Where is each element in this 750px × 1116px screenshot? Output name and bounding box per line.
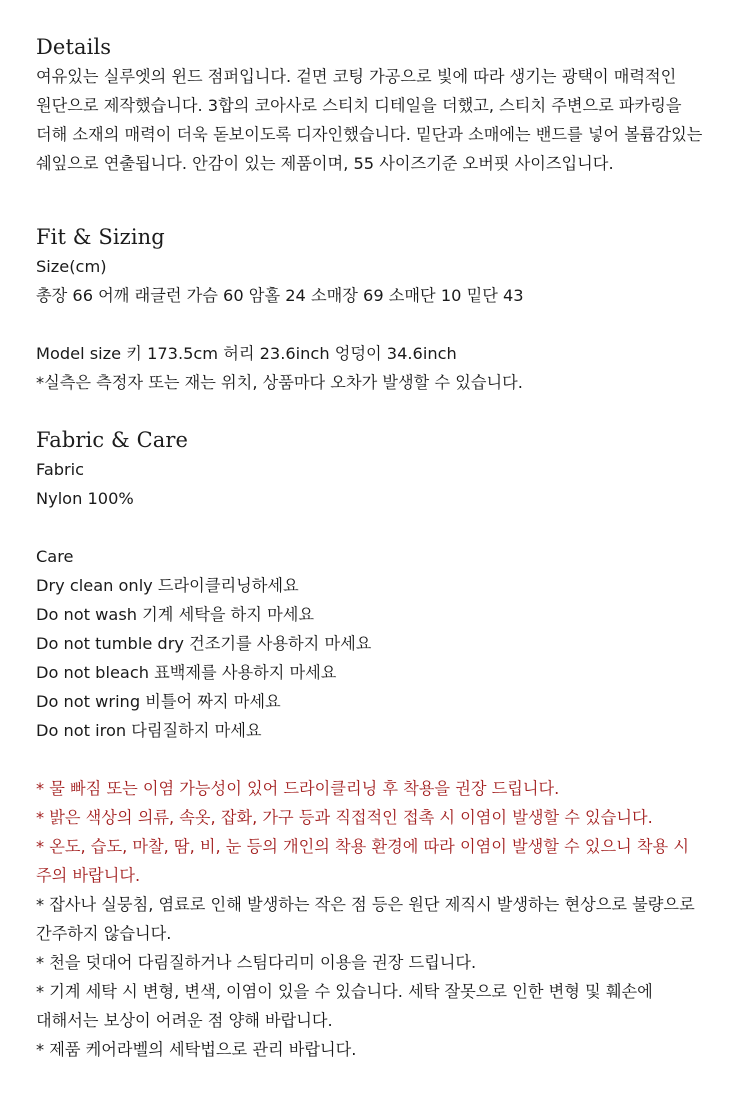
care-instruction: Do not tumble dry 건조기를 사용하지 마세요 xyxy=(36,634,372,653)
care-label: Care xyxy=(36,547,74,566)
details-heading: Details xyxy=(36,35,112,59)
warning-notice: * 물 빠짐 또는 이염 가능성이 있어 드라이클리닝 후 착용을 권장 드립니다. xyxy=(36,779,560,798)
care-instruction: Do not wring 비틀어 짜지 마세요 xyxy=(36,692,281,711)
product-detail-document xyxy=(36,30,726,1064)
notices-section xyxy=(36,774,712,1064)
fabric-care-heading: Fabric & Care xyxy=(36,428,189,452)
details-description: 여유있는 실루엣의 윈드 점퍼입니다. 겉면 코팅 가공으로 빛에 따라 생기는 광택이 매력적인 원단으로 제작했습니다. 3합의 코아사로 스티치 디테일을 더했고, 스티치 주변으로 파카링을 더해 소재의 매력이 더욱 돋보이도록 디자인했습니다. 밑단과 소매에는 밴드를 넣어 볼륨감있는 쉐잎으로 연출됩니다. 안감이 있는 제품이며, 55 사이즈기준 오버핏 사이즈입니다. xyxy=(36,67,703,173)
care-instruction: Do not wash 기계 세탁을 하지 마세요 xyxy=(36,605,314,624)
fit-sizing-heading: Fit & Sizing xyxy=(36,225,165,249)
care-notice: * 기계 세탁 시 변형, 변색, 이염이 있을 수 있습니다. 세탁 잘못으로 인한 변형 및 훼손에 대해서는 보상이 어려운 점 양해 바랍니다. xyxy=(36,982,653,1030)
care-notice: * 잡사나 실뭉침, 염료로 인해 발생하는 작은 점 등은 원단 제직시 발생하는 현상으로 불량으로 간주하지 않습니다. xyxy=(36,895,695,943)
fabric-care-section xyxy=(36,425,726,745)
care-notice: * 제품 케어라벨의 세탁법으로 관리 바랍니다. xyxy=(36,1040,357,1059)
warning-notice: * 온도, 습도, 마찰, 땀, 비, 눈 등의 개인의 착용 환경에 따라 이염이 발생할 수 있으니 착용 시 주의 바랍니다. xyxy=(36,837,689,885)
care-instruction: Do not iron 다림질하지 마세요 xyxy=(36,721,262,740)
fabric-label: Fabric xyxy=(36,460,85,479)
size-measurements: 총장 66 어깨 래글런 가슴 60 암홀 24 소매장 69 소매단 10 밑단 43 xyxy=(36,286,524,305)
fabric-composition: Nylon 100% xyxy=(36,489,134,508)
model-size: Model size 키 173.5cm 허리 23.6inch 엉덩이 34.6inch xyxy=(36,344,457,363)
size-label: Size(cm) xyxy=(36,257,107,276)
care-instruction: Do not bleach 표백제를 사용하지 마세요 xyxy=(36,663,337,682)
care-instruction: Dry clean only 드라이클리닝하세요 xyxy=(36,576,299,595)
warning-notice: * 밝은 색상의 의류, 속옷, 잡화, 가구 등과 직접적인 접촉 시 이염이 발생할 수 있습니다. xyxy=(36,808,653,827)
care-notice: * 천을 덧대어 다림질하거나 스팀다리미 이용을 권장 드립니다. xyxy=(36,953,477,972)
fit-sizing-section xyxy=(36,222,726,397)
details-section xyxy=(36,32,726,178)
measurement-note: *실측은 측정자 또는 재는 위치, 상품마다 오차가 발생할 수 있습니다. xyxy=(36,373,523,392)
